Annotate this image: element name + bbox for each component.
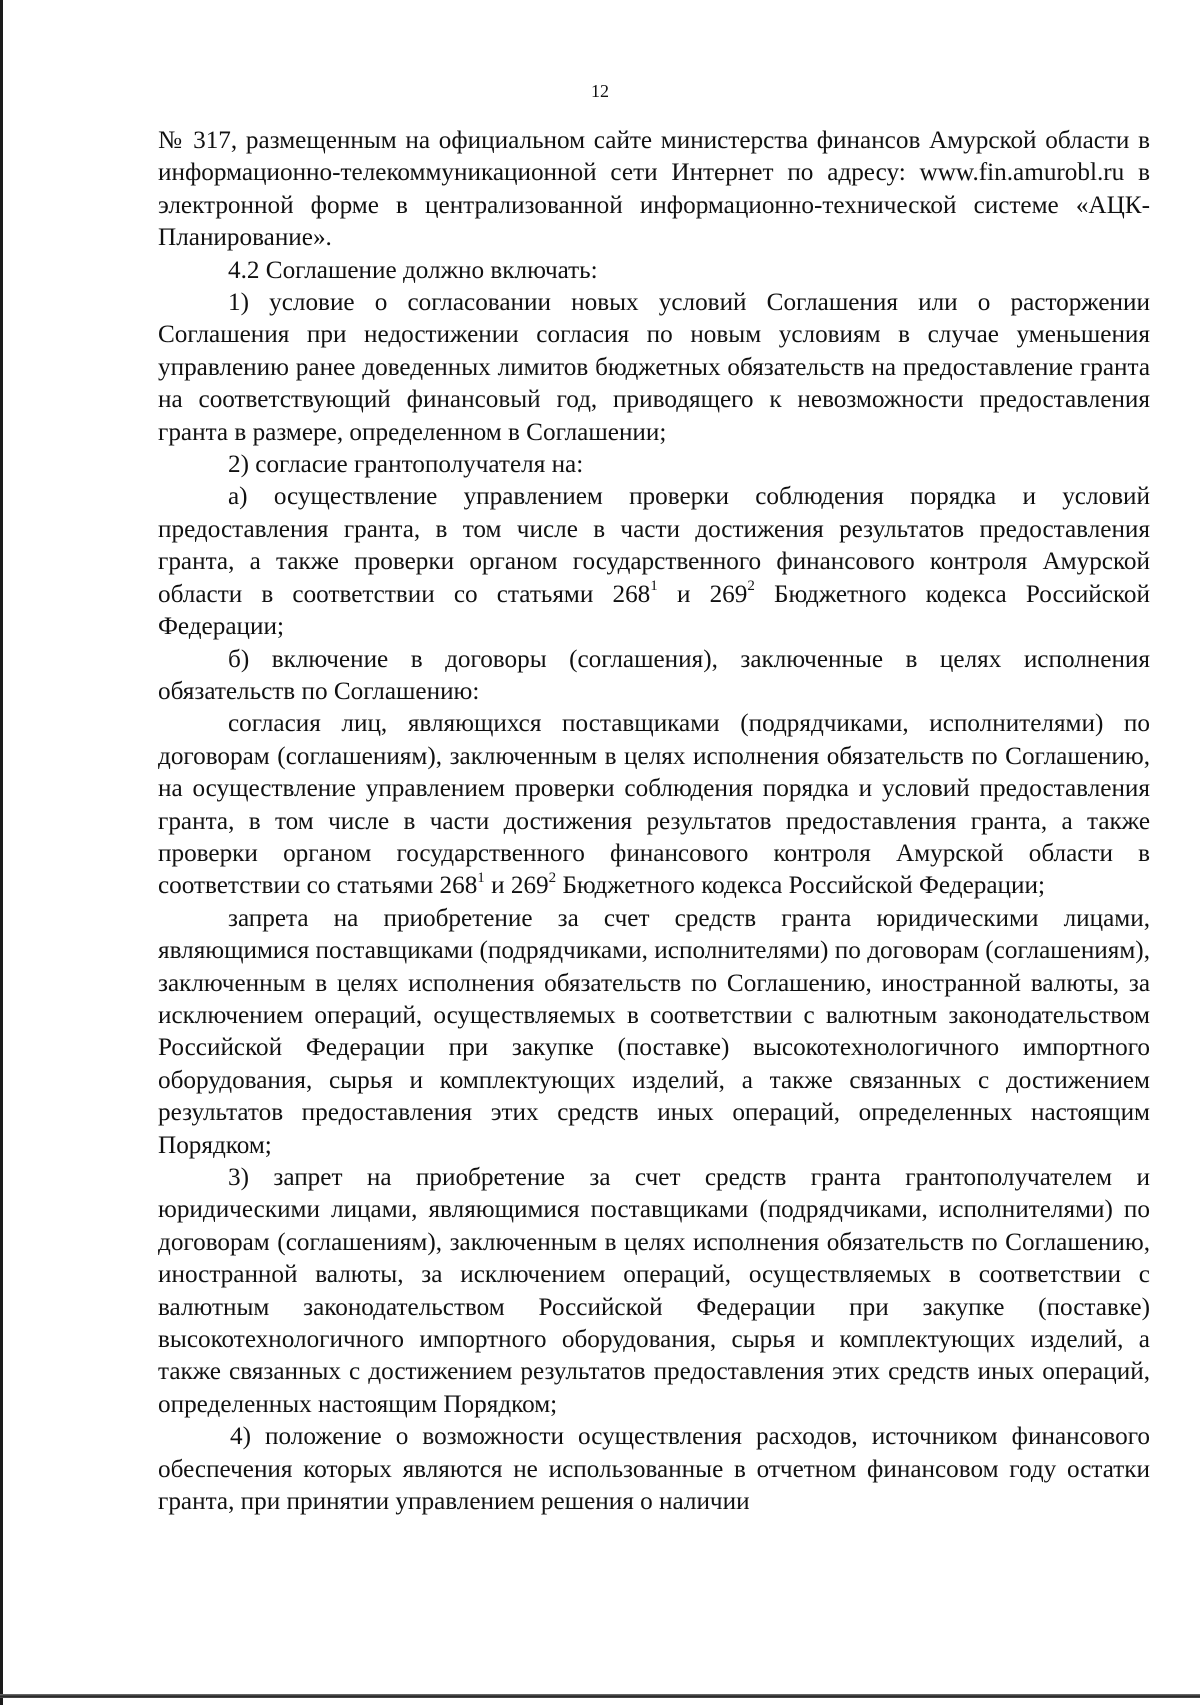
paragraph-continuation: № 317, размещенным на официальном сайте министерства финансов Амурской области в информационно-телекоммуникационной сети Интернет по адресу: www.fin.amurobl.ru в электронной форме в централизованной информационно-технической системе «АЦК-Планирование». [158, 127, 1150, 252]
paragraph-item-2a-text-end: Бюджетного кодекса Российской Федерации; [158, 580, 1150, 641]
document-body [158, 125, 1150, 1518]
page-number: 12 [591, 81, 609, 101]
superscript: 1 [650, 578, 658, 595]
paragraph-prohibition-suppliers: запрета на приобретение за счет средств гранта юридическими лицами, являющимися поставщиками (подрядчиками, исполнителями) по договорам (соглашениям), заключенным в целях исполнения обязательств по Соглашению, иностранной валюты, за исключением операций, осуществляемых в соответствии с валютным законодательством Российской Федерации при закупке (поставке) высокотехнологичного импортного оборудования, сырья и комплектующих изделий, а также связанных с достижением результатов предоставления этих средств иных операций, определенных настоящим Порядком; [158, 904, 1150, 1159]
paragraph-consent-text: согласия лиц, являющихся поставщиками (подрядчиками, исполнителями) по договорам (соглашениям), заключенным в целях исполнения обязательств по Соглашению, на осуществление управлением проверки соблюдения порядка и условий предоставления гранта, в том числе в части достижения результатов предоставления гранта, а также проверки органом государственного финансового контроля Амурской области в соответствии со статьями 268 [158, 710, 1150, 900]
paragraph-consent-suppliers [158, 708, 1150, 902]
superscript: 2 [548, 869, 557, 886]
scan-edge-left [0, 0, 3, 1705]
scan-edge-bottom [0, 1694, 1200, 1698]
paragraph-4-2-heading: 4.2 Соглашение должно включать: [228, 256, 598, 284]
paragraph-item-2b: б) включение в договоры (соглашения), заключенные в целях исполнения обязательств по Соглашению: [158, 645, 1150, 705]
paragraph-consent-text-mid: и 269 [484, 872, 549, 900]
paragraph-item-2a-text-mid: и 269 [657, 580, 748, 608]
paragraph-item-3: 3) запрет на приобретение за счет средств гранта грантополучателем и юридическими лицами, являющимися поставщиками (подрядчиками, исполнителями) по договорам (соглашениям), заключенным в целях исполнения обязательств по Соглашению, иностранной валюты, за исключением операций, осуществляемых в соответствии с валютным законодательством Российской Федерации при закупке (поставке) высокотехнологичного импортного оборудования, сырья и комплектующих изделий, а также связанных с достижением результатов предоставления этих средств иных операций, определенных настоящим Порядком; [158, 1164, 1150, 1418]
paragraph-item-4: 4) положение о возможности осуществления расходов, источником финансового обеспечения которых являются не использованные в отчетном финансовом году остатки гранта, при принятии управлением решения о наличии [158, 1423, 1150, 1516]
superscript: 2 [747, 578, 755, 595]
paragraph-item-2: 2) согласие грантополучателя на: [228, 451, 584, 479]
superscript: 1 [477, 869, 485, 886]
paragraph-consent-text-end: Бюджетного кодекса Российской Федерации; [556, 872, 1045, 900]
paragraph-item-2a-text: а) осуществление управлением проверки соблюдения порядка и условий предоставления гранта, в том числе в части достижения результатов предоставления гранта, а также проверки органом государственного финансового контроля Амурской области в соответствии со статьями 268 [158, 483, 1150, 608]
paragraph-item-2a [158, 481, 1150, 643]
paragraph-item-1: 1) условие о согласовании новых условий Соглашения или о расторжении Соглашения при недостижении согласия по новым условиям в случае уменьшения управлению ранее доведенных лимитов бюджетных обязательств на предоставление гранта на соответствующий финансовый год, приводящего к невозможности предоставления гранта в размере, определенном в Соглашении; [158, 289, 1150, 446]
